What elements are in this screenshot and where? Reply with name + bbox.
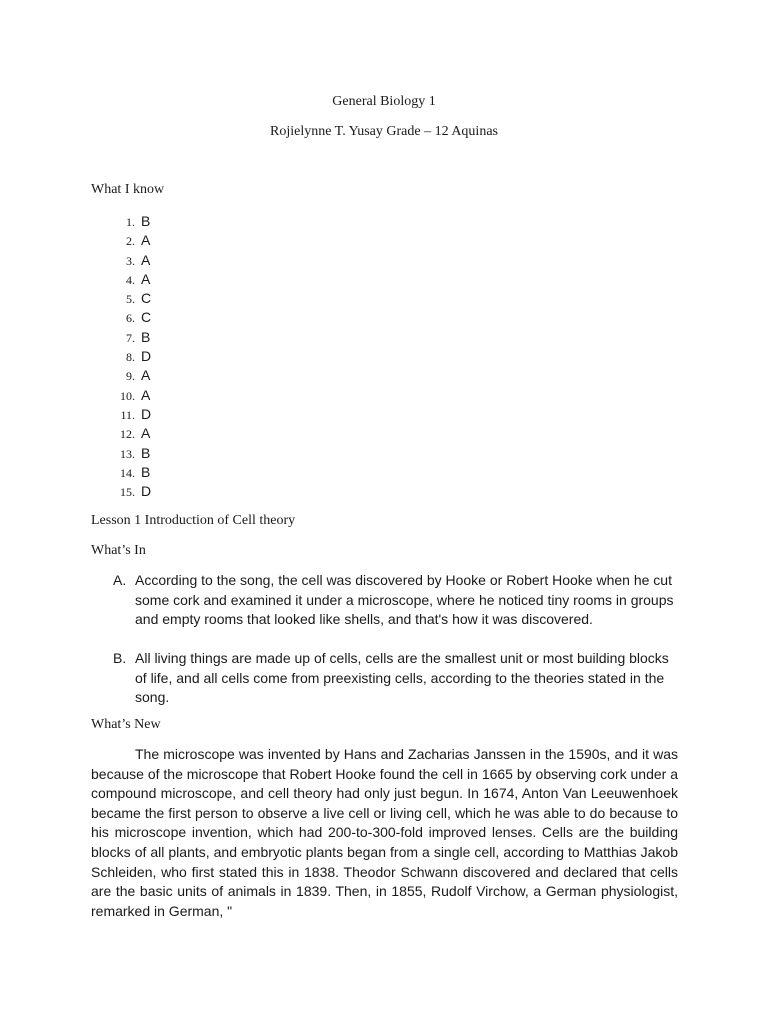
answer-item xyxy=(91,482,151,501)
answer-letter: B xyxy=(141,213,151,229)
document-title: General Biology 1 xyxy=(332,94,436,109)
answer-number: 1. xyxy=(126,215,135,229)
answer-number: 7. xyxy=(126,330,135,345)
answer-number: 2. xyxy=(126,234,135,249)
answer-item xyxy=(91,328,151,347)
answer-item xyxy=(91,424,151,443)
answer-letter: B xyxy=(141,328,151,345)
answer-item xyxy=(91,251,151,270)
list-item xyxy=(113,649,678,708)
list-item-marker: B. xyxy=(113,650,127,666)
answer-item xyxy=(91,347,151,366)
answer-number: 14. xyxy=(120,465,135,480)
answer-item xyxy=(91,212,151,231)
answer-number: 13. xyxy=(120,446,135,461)
whats-new-heading: What’s New xyxy=(91,717,161,732)
answer-list xyxy=(91,212,151,501)
answer-letter: A xyxy=(141,386,151,403)
answer-item xyxy=(91,308,151,327)
list-item-text: According to the song, the cell was discovered by Hooke or Robert Hooke when he cut some cork and examined it under a microscope, where he noticed tiny rooms in groups and empty rooms that looked like shells, and that's how it was discovered. xyxy=(135,572,674,628)
answer-letter: D xyxy=(141,405,152,422)
answer-letter: C xyxy=(141,309,152,326)
answer-number: 5. xyxy=(126,292,135,307)
answer-number: 12. xyxy=(120,427,135,442)
list-item-marker: A. xyxy=(113,572,127,588)
answer-number: 6. xyxy=(126,311,135,326)
answer-letter: A xyxy=(141,425,151,442)
answer-letter: D xyxy=(141,348,152,365)
list-item xyxy=(113,571,678,630)
answer-item xyxy=(91,386,151,405)
answer-number: 8. xyxy=(126,350,135,365)
answer-letter: A xyxy=(141,270,151,287)
answer-letter: D xyxy=(141,483,152,500)
answer-item xyxy=(91,231,151,250)
answer-number: 11. xyxy=(120,407,135,422)
what-i-know-heading: What I know xyxy=(91,182,165,197)
answer-item xyxy=(91,289,151,308)
answer-item xyxy=(91,270,151,289)
answer-letter: A xyxy=(141,232,151,249)
answer-item xyxy=(91,405,151,424)
answer-letter: A xyxy=(141,251,151,268)
answer-number: 10. xyxy=(120,388,135,403)
list-item-text: All living things are made up of cells, cells are the smallest unit or most building blocks of life, and all cells come from preexisting cells, according to the theories stated in the song. xyxy=(135,650,669,706)
answer-number: 3. xyxy=(126,253,135,268)
answer-number: 4. xyxy=(126,272,135,287)
answer-letter: B xyxy=(141,444,151,461)
answer-letter: A xyxy=(141,367,151,384)
answer-item xyxy=(91,366,151,385)
whats-new-paragraph: The microscope was invented by Hans and Zacharias Janssen in the 1590s, and it was because of the microscope that Robert Hooke found the cell in 1665 by observing cork under a compound microscope, and cell theory had only just begun. In 1674, Anton Van Leeuwenhoek became the first person to observe a live cell or living cell, which he was able to do because to his microscope invention, which had 200-to-300-fold improved lenses. Cells are the building blocks of all plants, and embryotic plants began from a single cell, according to Matthias Jakob Schleiden, who first stated this in 1838. Theodor Schwann discovered and declared that cells are the basic units of animals in 1839. Then, in 1855, Rudolf Virchow, a German physiologist, remarked in German, " xyxy=(91,746,678,919)
answer-letter: B xyxy=(141,463,151,480)
lesson-title: Lesson 1 Introduction of Cell theory xyxy=(91,513,296,528)
answer-item xyxy=(91,463,151,482)
answer-number: 15. xyxy=(120,485,135,500)
answer-number: 9. xyxy=(126,369,135,384)
author-line: Rojielynne T. Yusay Grade – 12 Aquinas xyxy=(270,124,498,139)
whats-in-heading: What’s In xyxy=(91,543,146,558)
answer-item xyxy=(91,444,151,463)
answer-letter: C xyxy=(141,290,152,307)
